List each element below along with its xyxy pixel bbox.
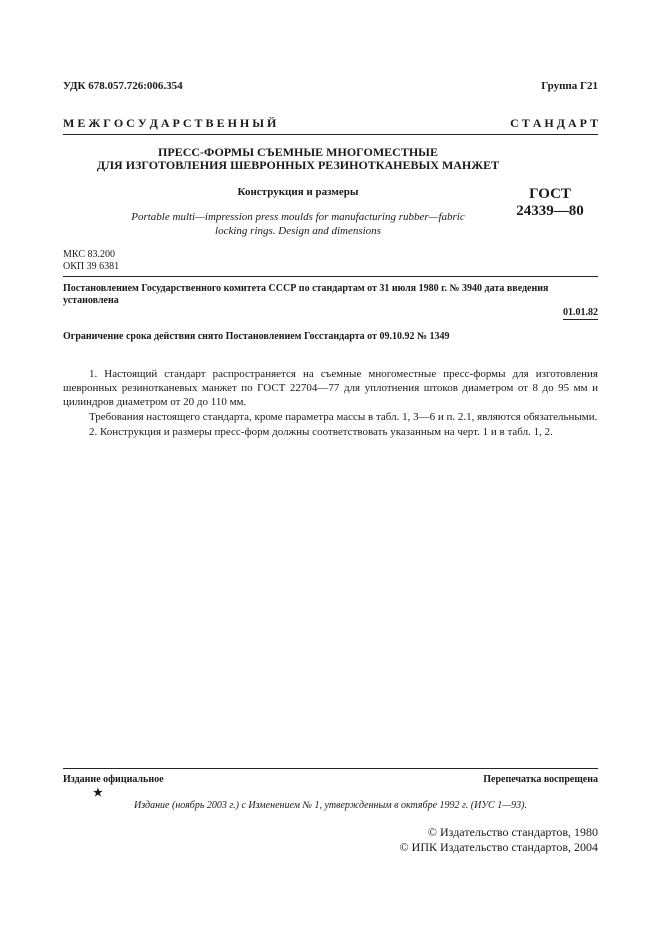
- document-subtitle: Конструкция и размеры: [237, 186, 359, 198]
- gost-number: 24339—80: [516, 203, 584, 219]
- footer-divider: [63, 768, 598, 769]
- standard-banner: [63, 116, 598, 131]
- group-code: Группа Г21: [541, 80, 598, 92]
- title-line-1: ПРЕСС-ФОРМЫ СЪЕМНЫЕ МНОГОМЕСТНЫЕ: [158, 145, 438, 159]
- mks-code: МКС 83.200: [63, 249, 115, 260]
- top-divider: [63, 134, 598, 135]
- document-title: [63, 146, 533, 172]
- edition-note: Издание (ноябрь 2003 г.) с Изменением № 1, утвержденным в октябре 1992 г. (ИУС 1—93).: [134, 800, 527, 811]
- english-title: [63, 210, 533, 238]
- paragraph-2: Требования настоящего стандарта, кроме параметра массы в табл. 1, 3—6 и п. 2.1, являются обязательными.: [89, 411, 598, 423]
- udk-code: УДК 678.057.726:006.354: [63, 80, 183, 92]
- english-title-line-1: Portable multi—impression press moulds for manufacturing rubber—fabric: [131, 211, 465, 223]
- copyright-line-2: © ИПК Издательство стандартов, 2004: [399, 840, 598, 854]
- banner-word-standard: С Т А Н Д А Р Т: [510, 116, 598, 130]
- english-title-line-2: locking rings. Design and dimensions: [215, 225, 381, 237]
- star-icon: ★: [93, 787, 103, 799]
- copyright-line-1: © Издательство стандартов, 1980: [427, 825, 598, 839]
- body-text: [63, 367, 598, 440]
- validity-limit-note: Ограничение срока действия снято Постановлением Госстандарта от 09.10.92 № 1349: [63, 331, 450, 342]
- official-edition-label: Издание официальное: [63, 774, 164, 785]
- gost-label: ГОСТ: [529, 186, 571, 202]
- resolution-text: Постановлением Государственного комитета СССР по стандартам от 31 июля 1980 г. № 3940 дата введения установлена: [63, 283, 549, 306]
- reprint-prohibited-label: Перепечатка воспрещена: [483, 774, 598, 785]
- resolution-divider: [63, 276, 598, 277]
- title-line-2: ДЛЯ ИЗГОТОВЛЕНИЯ ШЕВРОННЫХ РЕЗИНОТКАНЕВЫХ МАНЖЕТ: [96, 158, 500, 172]
- effective-date: 01.01.82: [563, 307, 598, 318]
- banner-word-interstate: М Е Ж Г О С У Д А Р С Т В Е Н Н Ы Й: [63, 116, 277, 130]
- copyright-block: [400, 825, 598, 855]
- classification-codes: [63, 249, 119, 273]
- okp-code: ОКП 39 6381: [63, 261, 120, 272]
- paragraph-3: 2. Конструкция и размеры пресс-форм должны соответствовать указанным на черт. 1 и в табл. 1, 2.: [89, 426, 553, 438]
- paragraph-1: 1. Настоящий стандарт распространяется на съемные многоместные пресс-формы для изготовления шевронных резинотканевых манжет по ГОСТ 22704—77 для уплотнения штоков диаметром от 8 до 95 мм и цилиндров диаметром от 20 до 110 мм.: [63, 368, 598, 408]
